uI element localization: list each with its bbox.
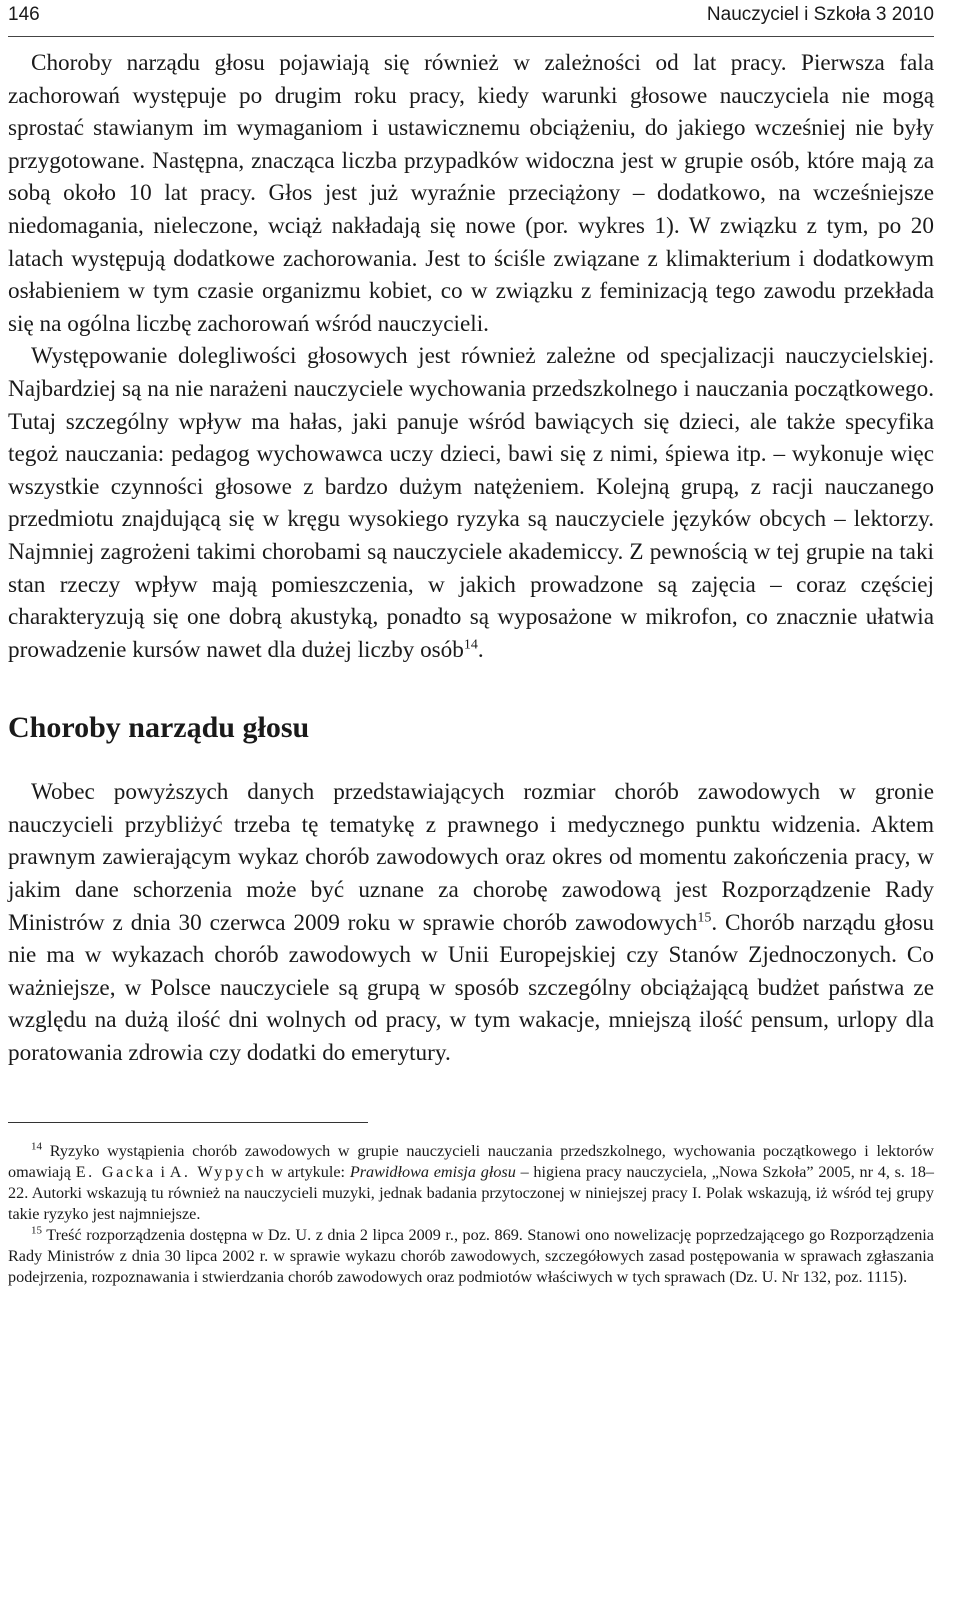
page-number: 146 (8, 4, 40, 25)
footnote-reference[interactable]: 15 (697, 909, 712, 925)
footnote (8, 1141, 934, 1225)
paragraph-text: Wobec powyższych danych przedstawiających rozmiar chorób zawodowych w gronie nauczycieli przybliżyć trzeba tę tematykę z prawnego i medycznego punktu widzenia. Aktem prawnym zawierającym wykaz chorób zawodowych oraz okres od momentu zakończenia pracy, w jakim dane schorzenia może być uznane za chorobę zawodową jest Rozporządzenie Rady Ministrów z dnia 30 czerwca 2009 roku w sprawie chorób zawodowych (8, 779, 934, 936)
paragraph-text-end: . (477, 636, 484, 663)
page-header (8, 0, 934, 37)
document-page (8, 0, 934, 1288)
footnote-reference[interactable]: 14 (463, 636, 478, 652)
paragraph-text: Występowanie dolegliwości głosowych jest również zależne od specjalizacji nauczycielskiej. Najbardziej są na nie narażeni nauczyciele wychowania przedszkolnego i nauczania początkowego. Tutaj szczególny wpływ ma hałas, jaki panuje wśród bawiących się dzieci, ale także specyfika tegoż nauczania: pedagog wychowawca uczy dzieci, bawi się z nimi, śpiewa itp. – wykonuje więc wszystkie czynności głosowe z bardzo dużym natężeniem. Kolejną grupą, z racji nauczanego przedmiotu znajdującą się w kręgu wysokiego ryzyka są nauczyciele języków obcych – lektorzy. Najmniej zagrożeni takimi chorobami są nauczyciele akademiccy. Z pewnością w tej grupie na taki stan rzeczy wpływ mają pomieszczenia, w jakich prowadzone są zajęcia – coraz częściej charakteryzują się one dobrą akustyką, ponadto są wyposażone w mikrofon, co znacznie ułatwia prowadzenie kursów nawet dla dużej liczby osób (8, 343, 934, 663)
author-name: E. Gacka (75, 1162, 156, 1181)
footnote-text: – higiena pracy nauczyciela, „Nowa Szkoła” 2005, nr 4, s. 18–22. Autorki wskazują tu również na nauczycieli muzyki, jednak badania przytoczonej w niniejszej pracy I. Polak wskazują, iż wśród tej grupy takie ryzyko jest najmniejsze. (8, 1162, 935, 1223)
paragraph (8, 776, 934, 1069)
paragraph (8, 340, 934, 666)
footnote-number: 15 (31, 1224, 42, 1237)
author-name: A. Wypych (169, 1162, 267, 1181)
footnote-text: Treść rozporządzenia dostępna w Dz. U. z dnia 2 lipca 2009 r., poz. 869. Stanowi ono nowelizację poprzedzającego go Rozporządzenia Rady Ministrów z dnia 30 lipca 2002 r. w sprawie wykazu chorób zawodowych, szczegółowych zasad postępowania w sprawach zgłaszania podejrzenia, rozpoznawania i stwierdzania chorób zawodowych oraz podmiotów właściwych w tych sprawach (Dz. U. Nr 132, poz. 1115). (8, 1225, 934, 1286)
section-heading: Choroby narządu głosu (8, 711, 310, 745)
footnote-number: 14 (31, 1140, 42, 1153)
paragraph-text-end: . Chorób narządu głosu nie ma w wykazach chorób zawodowych w Unii Europejskiej czy Stanów Zjednoczonych. Co ważniejsze, w Polsce nauczyciele są grupą w sposób szczególny obciążającą budżet państwa ze względu na dużą ilość dni wolnych od pracy, w tym wakacje, mniejszą ilość pensum, urlopy dla poratowania zdrowia czy dodatki do emerytury. (8, 909, 934, 1067)
article-title: Prawidłowa emisja głosu (349, 1162, 516, 1181)
footnote (8, 1225, 934, 1288)
running-title: Nauczyciel i Szkoła 3 2010 (706, 4, 934, 25)
footnotes (8, 1141, 934, 1288)
footnote-separator (8, 1122, 368, 1123)
footnote-text: w artykule: (266, 1162, 350, 1181)
footnote-text: Ryzyko wystąpienia chorób zawodowych w grupie nauczycieli nauczania przedszkolnego, wychowania początkowego i lektorów omawiają (8, 1141, 935, 1181)
footnote-text: i (155, 1162, 170, 1181)
main-text (8, 47, 934, 1070)
paragraph: Choroby narządu głosu pojawiają się również w zależności od lat pracy. Pierwsza fala zachorowań występuje po drugim roku pracy, kiedy warunki głosowe nauczyciela nie mogą sprostać stawianym im wymaganiom i ustawicznemu obciążeniu, do jakiego wcześniej nie były przygotowane. Następna, znacząca liczba przypadków widoczna jest w grupie osób, które mają za sobą około 10 lat pracy. Głos jest już wyraźnie przeciążony – dodatkowo, na wcześniejsze niedomagania, nieleczone, wciąż nakładają się nowe (por. wykres 1). W związku z tym, po 20 latach występują dodatkowe zachorowania. Jest to ściśle związane z klimakterium i dodatkowym osłabieniem w tym czasie organizmu kobiet, co w związku z feminizacją tego zawodu przekłada się na ogólna liczbę zachorowań wśród nauczycieli. (8, 50, 934, 337)
